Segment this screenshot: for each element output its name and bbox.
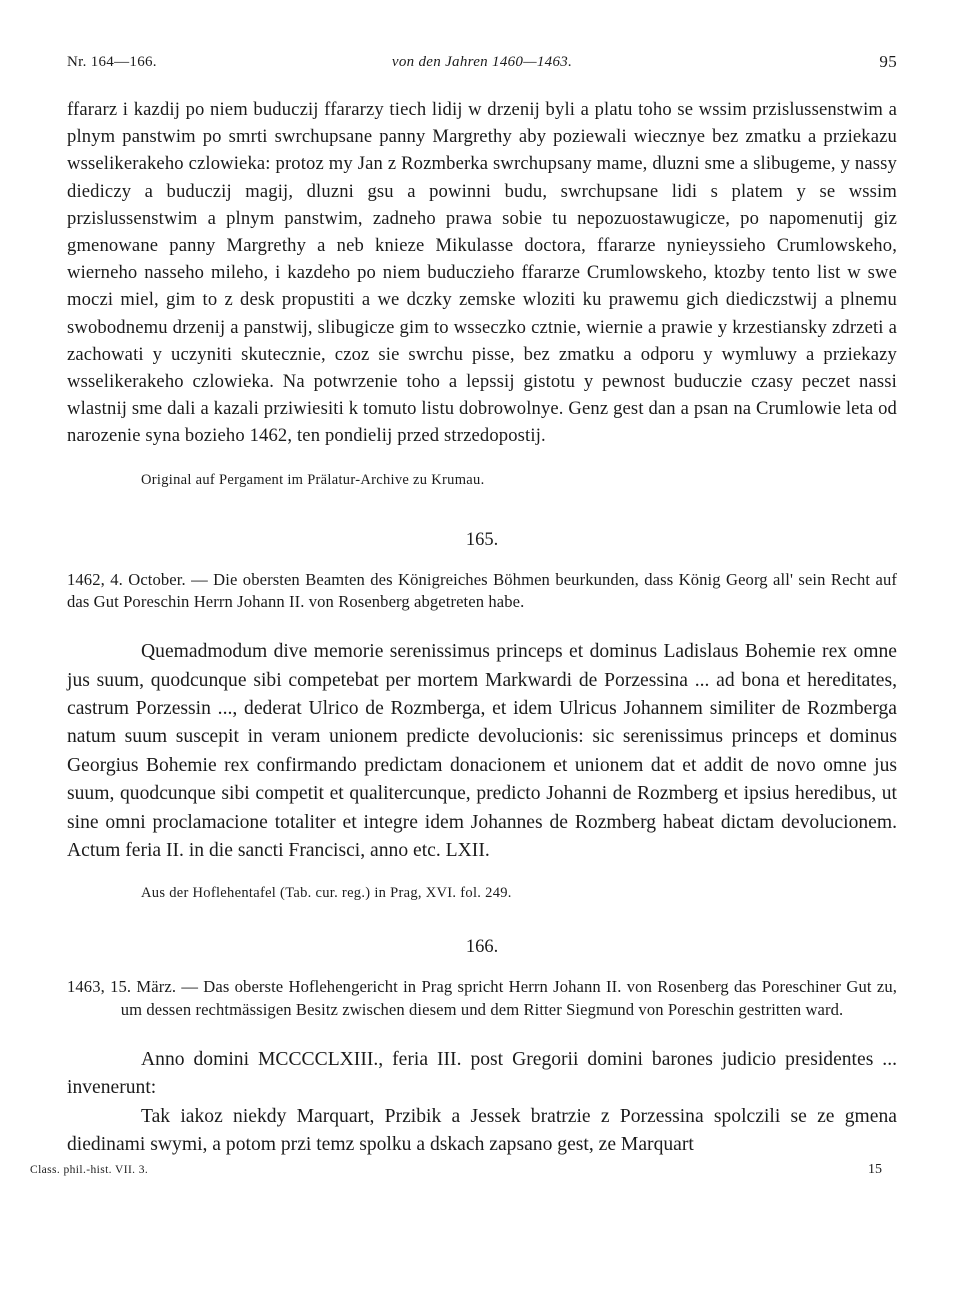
document-166-text-body: Tak iakoz niekdy Marquart, Przibik a Jessek bratrzie z Porzessina spolczili se ze gmena diedinami swymi, a potom przi temz spolku a dskach zapsano gest, ze Marquart	[67, 1105, 897, 1156]
header-years: von den Jahren 1460—1463.	[391, 54, 573, 70]
document-166-text-opening: Anno domini MCCCCLXIII., feria III. post Gregorii domini barones judicio presidentes ... invenerunt:	[67, 1049, 897, 1099]
document-164-source-note: Original auf Pergament im Prälatur-Archive zu Krumau.	[141, 471, 485, 488]
header-document-range: Nr. 164—166.	[67, 54, 157, 70]
page-number: 95	[879, 52, 897, 71]
footer-signature: Class. phil.-hist. VII. 3.	[30, 1164, 149, 1176]
document-166-regest: 1463, 15. März. — Das oberste Hoflehengericht in Prag spricht Herrn Johann II. von Rosenberg das Poreschiner Gut zu, um dessen rechtmässigen Besitz zwischen diesem und dem Ritter Siegmund von Poreschin gestritten ward.	[67, 977, 897, 1020]
document-165-regest: 1462, 4. October. — Die obersten Beamten des Königreiches Böhmen beurkunden, dass König Georg all' sein Recht auf das Gut Poreschin Herrn Johann II. von Rosenberg abgetreten habe.	[67, 569, 897, 612]
footer-sheet-number: 15	[868, 1162, 882, 1177]
running-header	[67, 50, 897, 78]
document-165-text: Quemadmodum dive memorie serenissimus princeps et dominus Ladislaus Bohemie rex omne jus suum, quodcunque sibi competebat per mortem Markwardi de Porzessina ... ad bona et hereditates, castrum Porzessin ..., dederat Ulrico de Rozmberga, et idem Ulricus Johannem similiter de Rozmberga natum suum suscepit in veram unionem predicte devolucionis: sic serenissimus princeps et dominus Georgius Bohemie rex confirmando predictam donacionem et unionem dat et addit de novo omne jus suum, quodcunque sibi competit et qualitercunque, predicto Johanni de Rozmberg et ipsius heredibus, ut sine omni proclamacione totaliter et integre idem Johannes de Rozmberg habeat dictam devolucionem. Actum feria II. in die sancti Francisci, anno etc. LXII.	[67, 641, 897, 862]
document-164-text: ffararz i kazdij po niem buduczij ffararzy tiech lidij w drzenij byli a platu toho se wssim przislussenstwim a plnym panstwim po smrti swrchupsane panny Margrethy aby poziewali wiecznye bez zmatku a prziekazu wsselikerakeho czlowieka: protoz my Jan z Rozmberka swrchupsany mame, dluzni sme a slibugeme, y nassy diediczy a buduczij magij, dluzni gsu a powinni budu, swrchupsane lidi s platem y se wssim przislussenstwim a plnym panstwim, zadneho prawa sobie tu nepozuostawugicze, po napomenutij giz gmenowane panny Margrethy a neb knieze Mikulasse doctora, ffararze nynieyssieho Crumlowskeho, wierneho nasseho mileho, i kazdeho po niem buduczieho ffararze Crumlowskeho, ktozby tento list w swe moczi miel, gim to z desk propustiti a we dczky zemske wloziti ku prawemu gich diediczstwij a plnemu swobodnemu drzenij a panstwij, slibugicze gim to wsseczko cztnie, wiernie a prawie y krzestiansky zdrzeti a zachowati y uczyniti skutecznie, czoz sie swrchu pisse, bez zmatku a odporu y wymluwy a prziekazy wsselikerakeho czlowieka. Na potwrzenie toho a lepssij gistotu y pewnost buduczie czasy peczet nassi wlastnij sme dali a kazali prziwiesiti k tomuto listu dobrowolnye. Genz gest dan a psan na Crumlowie leta od narozenie syna bozieho 1462, ten pondielij przed strzedopostij.	[67, 99, 897, 447]
document-166-number: 166.	[465, 937, 499, 958]
page-footer	[30, 1161, 960, 1181]
document-page	[67, 50, 897, 1160]
document-165-source-note: Aus der Hoflehentafel (Tab. cur. reg.) in Prag, XVI. fol. 249.	[141, 885, 512, 902]
document-165-number: 165.	[465, 529, 499, 550]
